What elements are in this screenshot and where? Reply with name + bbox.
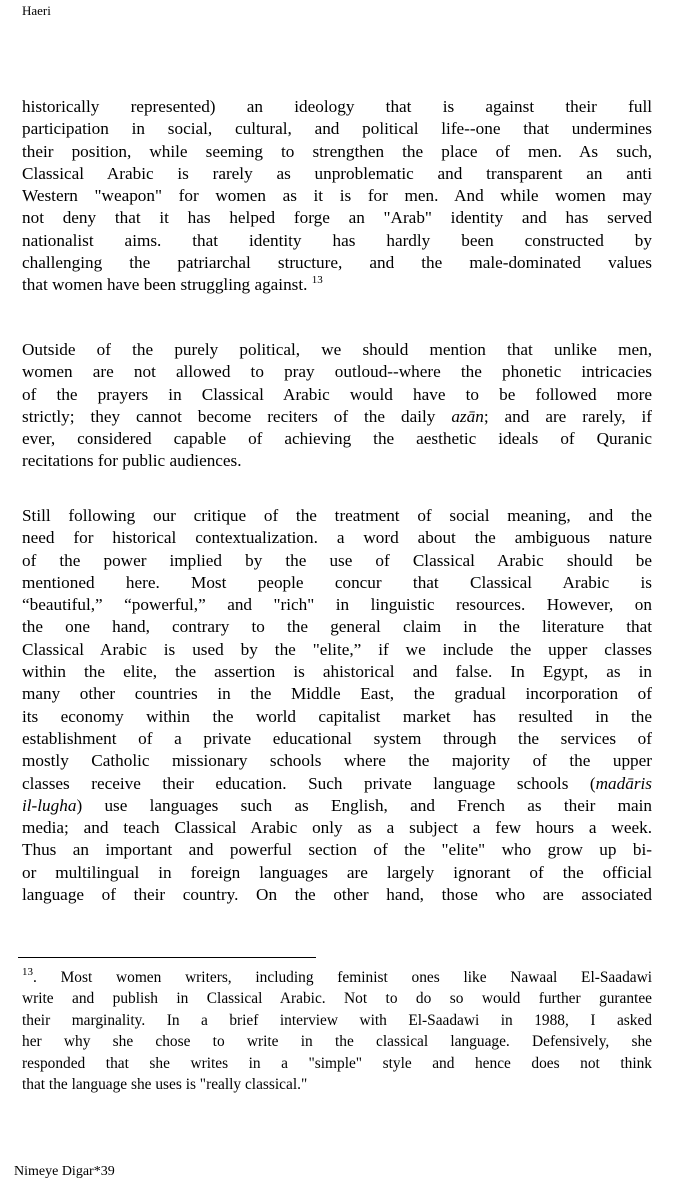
text-line: language of their country. On the other hand, those who are associated	[22, 885, 652, 905]
paragraph-3	[22, 505, 652, 906]
text-line: their marginality. In a brief interview with El-Saadawi in 1988, I asked	[22, 1011, 652, 1029]
paragraph-2	[22, 339, 652, 473]
text-line: her why she chose to write in the classical language. Defensively, she	[22, 1033, 652, 1051]
text-line: Thus an important and powerful section of the "elite" who grow up bi-	[22, 840, 652, 860]
text-line: establishment of a private educational system through the services of	[22, 728, 652, 748]
text-line: not deny that it has helped forge an "Arab" identity and has served	[22, 208, 652, 228]
text-line: write and publish in Classical Arabic. Not to do so would further gurantee	[22, 990, 652, 1008]
text-line: their position, while seeming to strengthen the place of men. As such,	[22, 141, 652, 161]
footnote-13	[22, 967, 652, 1095]
text-line: the one hand, contrary to the general claim in the literature that	[22, 617, 652, 637]
text-fragment: classes receive their education. Such private language schools (	[22, 773, 596, 793]
text-line: mostly Catholic missionary schools where the majority of the upper	[22, 751, 652, 771]
text-line: Still following our critique of the treatment of social meaning, and the	[22, 506, 652, 525]
text-line: responded that she writes in a "simple" style and hence does not think	[22, 1054, 652, 1072]
text-line	[22, 406, 652, 428]
text-line: that the language she uses is "really classical."	[22, 1075, 308, 1093]
italic-term: il-lugha	[22, 795, 77, 815]
paragraph-1	[22, 96, 652, 297]
text-line	[22, 773, 652, 795]
text-line: need for historical contextualization. a word about the ambiguous nature	[22, 528, 652, 548]
text-line: ever, considered capable of achieving the aesthetic ideals of Quranic	[22, 429, 652, 449]
text-line	[22, 795, 652, 817]
text-line: Classical Arabic is rarely as unproblematic and transparent an anti	[22, 163, 652, 183]
page-folio: Nimeye Digar*39	[14, 1164, 115, 1179]
footnote-number: 13	[22, 966, 33, 978]
text-fragment: . Most women writers, including feminist ones like Nawaal El-Saadawi	[33, 969, 652, 986]
text-line: its economy within the world capitalist market has resulted in the	[22, 706, 652, 726]
italic-term: azān	[451, 406, 484, 426]
text-line: women are not allowed to pray outloud--where the phonetic intricacies	[22, 362, 652, 382]
text-fragment: that women have been struggling against.	[22, 275, 308, 295]
text-line	[22, 274, 652, 296]
text-line: participation in social, cultural, and political life--one that undermines	[22, 119, 652, 139]
text-fragment: ; and are rarely, if	[483, 406, 652, 426]
text-line: challenging the patriarchal structure, and the male-dominated values	[22, 253, 652, 273]
text-line: historically represented) an ideology that is against their full	[22, 97, 652, 116]
text-line: Outside of the purely political, we should mention that unlike men,	[22, 340, 652, 359]
text-line: within the elite, the assertion is ahistorical and false. In Egypt, as in	[22, 662, 652, 682]
text-fragment: ) use languages such as English, and French as their main	[76, 795, 652, 815]
text-line: many other countries in the Middle East, the gradual incorporation of	[22, 684, 652, 704]
text-line: mentioned here. Most people concur that Classical Arabic is	[22, 572, 652, 592]
footnote-reference[interactable]: 13	[311, 274, 323, 287]
text-line: recitations for public audiences.	[22, 451, 242, 471]
footnote-separator	[18, 957, 316, 958]
text-line: or multilingual in foreign languages are largely ignorant of the official	[22, 862, 652, 882]
text-line	[22, 967, 652, 988]
text-line: of the prayers in Classical Arabic would have to be followed more	[22, 384, 652, 404]
text-line: media; and teach Classical Arabic only as a subject a few hours a week.	[22, 818, 652, 838]
running-head: Haeri	[22, 3, 51, 18]
text-line: “beautiful,” “powerful,” and "rich" in linguistic resources. However, on	[22, 595, 652, 615]
italic-term: madāris	[595, 773, 652, 793]
text-line: Classical Arabic is used by the "elite,” if we include the upper classes	[22, 639, 652, 659]
text-line: Western "weapon" for women as it is for men. And while women may	[22, 186, 652, 206]
text-line: nationalist aims. that identity has hardly been constructed by	[22, 230, 652, 250]
text-line: of the power implied by the use of Classical Arabic should be	[22, 550, 652, 570]
text-fragment: strictly; they cannot become reciters of the daily	[22, 406, 452, 426]
